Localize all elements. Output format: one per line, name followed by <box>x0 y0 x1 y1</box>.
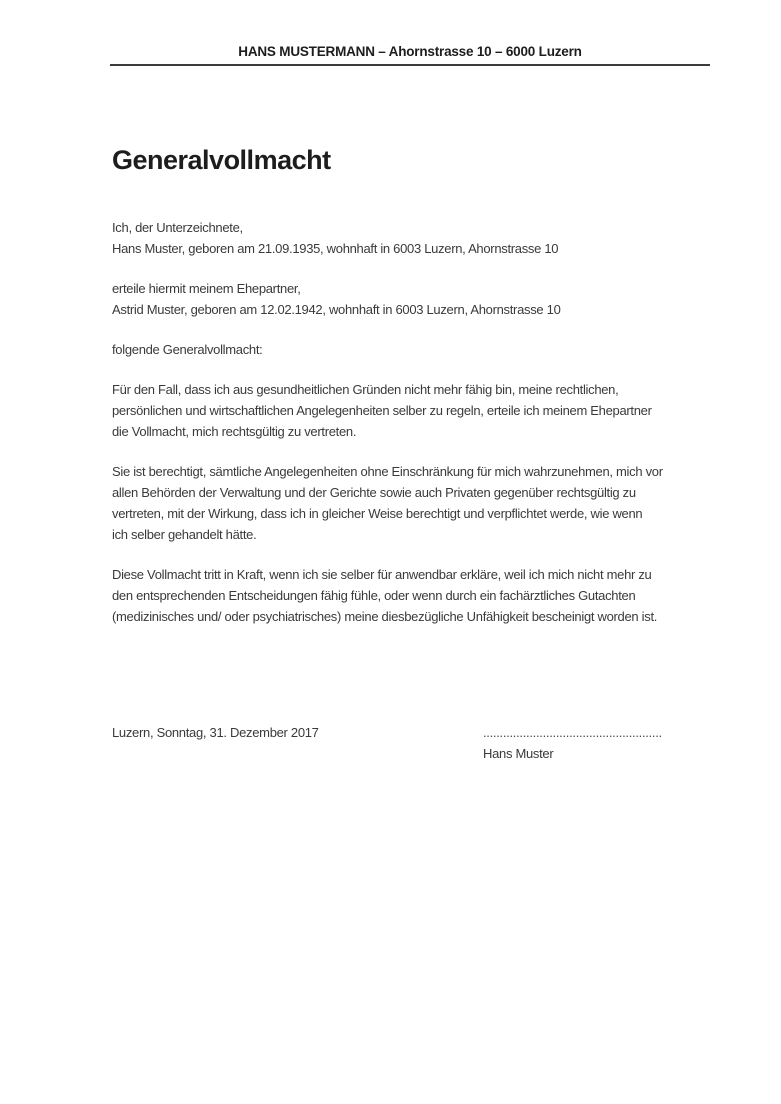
letterhead-text: HANS MUSTERMANN – Ahornstrasse 10 – 6000 Luzern <box>238 44 582 59</box>
text-line: ich selber gehandelt hätte. <box>112 527 257 542</box>
text-line: persönlichen und wirtschaftlichen Angelegenheiten selber zu regeln, erteile ich meinem Ehepartner <box>112 403 652 418</box>
text-line: allen Behörden der Verwaltung und der Gerichte sowie auch Privaten gegenüber rechtsgültig zu <box>112 485 636 500</box>
text-line: Ich, der Unterzeichnete, <box>112 220 243 235</box>
signature-block <box>483 722 662 764</box>
text-line: Diese Vollmacht tritt in Kraft, wenn ich sie selber für anwendbar erkläre, weil ich mich nicht mehr zu <box>112 567 652 582</box>
text-line: Hans Muster, geboren am 21.09.1935, wohnhaft in 6003 Luzern, Ahornstrasse 10 <box>112 241 559 256</box>
text-line: folgende Generalvollmacht: <box>112 342 263 357</box>
signature-dots-line: ...................................................... <box>483 725 662 740</box>
paragraph <box>112 564 772 627</box>
date-line: Luzern, Sonntag, 31. Dezember 2017 <box>112 725 319 740</box>
paragraph <box>112 278 772 320</box>
text-line: (medizinisches und/ oder psychiatrisches) meine diesbezügliche Unfähigkeit bescheinigt worden ist. <box>112 609 658 624</box>
text-line: erteile hiermit meinem Ehepartner, <box>112 281 301 296</box>
text-line: Astrid Muster, geboren am 12.02.1942, wohnhaft in 6003 Luzern, Ahornstrasse 10 <box>112 302 561 317</box>
paragraph <box>112 339 772 360</box>
paragraph <box>112 379 772 442</box>
signature-name: Hans Muster <box>483 746 554 761</box>
paragraph <box>112 461 772 545</box>
closing-row <box>112 722 752 782</box>
letterhead-rule <box>110 64 710 66</box>
paragraph <box>112 217 772 259</box>
text-line: Sie ist berechtigt, sämtliche Angelegenheiten ohne Einschränkung für mich wahrzunehmen, mich vor <box>112 464 663 479</box>
document-body <box>112 217 772 627</box>
text-line: Für den Fall, dass ich aus gesundheitlichen Gründen nicht mehr fähig bin, meine rechtlichen, <box>112 382 619 397</box>
text-line: den entsprechenden Entscheidungen fähig fühle, oder wenn durch ein fachärztliches Gutachten <box>112 588 636 603</box>
document-title: Generalvollmacht <box>112 145 331 175</box>
text-line: die Vollmacht, mich rechtsgültig zu vertreten. <box>112 424 357 439</box>
text-line: vertreten, mit der Wirkung, dass ich in gleicher Weise berechtigt und verpflichtet werde, wie wenn <box>112 506 643 521</box>
